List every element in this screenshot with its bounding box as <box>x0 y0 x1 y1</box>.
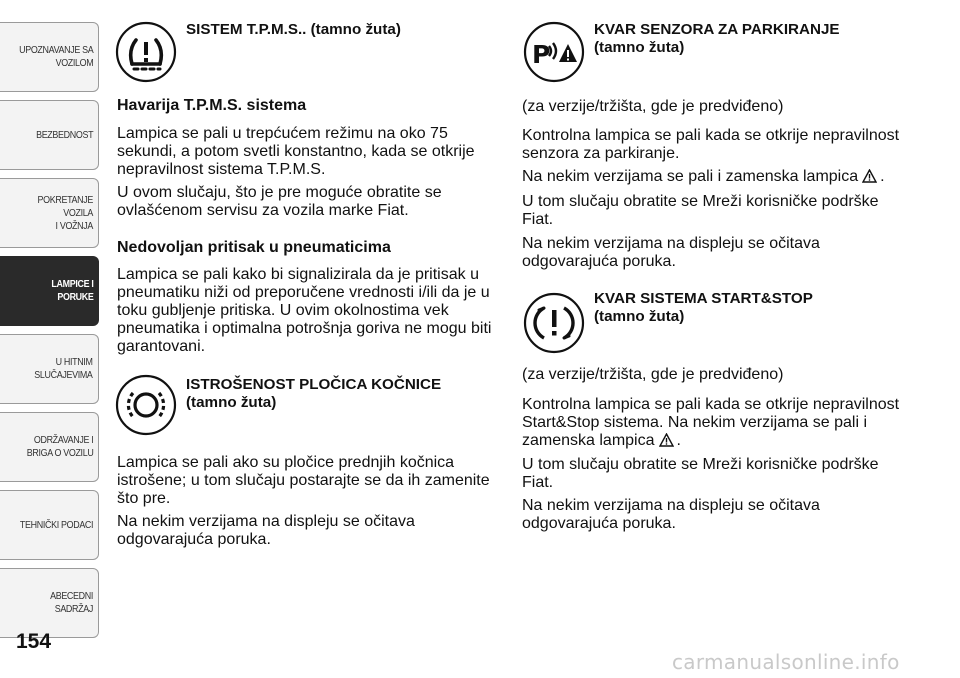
brake-display-text: Na nekim verzijama na displeju se očitava odgovarajuća poruka. <box>117 513 415 548</box>
page-number: 154 <box>16 630 52 653</box>
tpms-warning-icon <box>114 20 178 84</box>
tab-abecedni-sadrzaj[interactable]: ABECEDNI SADRŽAJ <box>0 568 99 638</box>
startstop-body-text: Kontrolna lampica se pali kada se otkrije nepravilnost Start&Stop sistema. Na nekim verzijama se pali i zamenska lampica . <box>522 396 900 449</box>
watermark: carmanualsonline.info <box>672 650 900 674</box>
startstop-version-note: (za verzije/tržišta, gde je predviđeno) <box>522 366 784 383</box>
parking-title: KVAR SENZORA ZA PARKIRANJE (tamno žuta) <box>594 21 840 56</box>
parking-sensor-fault-icon <box>522 20 586 84</box>
parking-network-text: U tom slučaju obratite se Mreži korisničke podrške Fiat. <box>522 193 879 228</box>
general-warning-icon <box>862 169 877 183</box>
start-stop-fault-icon <box>522 291 586 355</box>
tab-bezbednost[interactable]: BEZBEDNOST <box>0 100 99 170</box>
parking-body-text: Kontrolna lampica se pali kada se otkrije nepravilnost senzora za parkiranje. <box>522 127 900 162</box>
brake-pad-wear-icon <box>114 373 178 437</box>
tab-upoznavanje-sa-vozilom[interactable]: UPOZNAVANJE SA VOZILOM <box>0 22 99 92</box>
tpms-failure-heading: Havarija T.P.M.S. sistema <box>117 97 307 114</box>
brake-title: ISTROŠENOST PLOČICA KOČNICE (tamno žuta) <box>186 376 442 411</box>
tab-pokretanje-vozila[interactable]: POKRETANJE VOZILA I VOŽNJA <box>0 178 99 248</box>
parking-alt-lamp-text: Na nekim verzijama se pali i zamenska lampica . <box>522 168 885 185</box>
tab-odrzavanje[interactable]: ODRŽAVANJE I BRIGA O VOZILU <box>0 412 99 482</box>
startstop-network-text: U tom slučaju obratite se Mreži korisničke podrške Fiat. <box>522 456 879 491</box>
general-warning-icon <box>659 433 674 447</box>
startstop-title: KVAR SISTEMA START&STOP (tamno žuta) <box>594 290 813 325</box>
tab-tehnicki-podaci[interactable]: TEHNIČKI PODACI <box>0 490 99 560</box>
tpms-service-text: U ovom slučaju, što je pre moguće obratite se ovlašćenom servisu za vozila marke Fiat. <box>117 184 442 219</box>
parking-version-note: (za verzije/tržišta, gde je predviđeno) <box>522 98 784 115</box>
tab-u-hitnim-slucajevima[interactable]: U HITNIM SLUČAJEVIMA <box>0 334 99 404</box>
startstop-display-text: Na nekim verzijama na displeju se očitava odgovarajuća poruka. <box>522 497 820 532</box>
tpms-failure-text: Lampica se pali u trepćućem režimu na oko 75 sekundi, a potom svetli konstantno, kada se otkrije nepravilnost sistema T.P.M.S. <box>117 125 475 178</box>
tpms-pressure-heading: Nedovoljan pritisak u pneumaticima <box>117 239 391 256</box>
brake-body-text: Lampica se pali ako su pločice prednjih kočnica istrošene; u tom slučaju postarajte se da ih zamenite što pre. <box>117 454 490 507</box>
tpms-title: SISTEM T.P.M.S.. (tamno žuta) <box>186 21 401 38</box>
tpms-pressure-text: Lampica se pali kako bi signalizirala da je pritisak u pneumatiku niži od preporučene vrednosti i/ili da je u toku gubljenje pritiska. U ovim okolnostima vek pneumatika i optimalna potrošnja goriva ne mogu biti garantovani. <box>117 266 492 355</box>
startstop-alt-lamp-text: zamenska lampica . <box>522 432 681 449</box>
tab-lampice-i-poruke[interactable]: LAMPICE I PORUKE <box>0 256 99 326</box>
svg-text:P: P <box>532 40 551 69</box>
parking-display-text: Na nekim verzijama na displeju se očitava odgovarajuća poruka. <box>522 235 820 270</box>
